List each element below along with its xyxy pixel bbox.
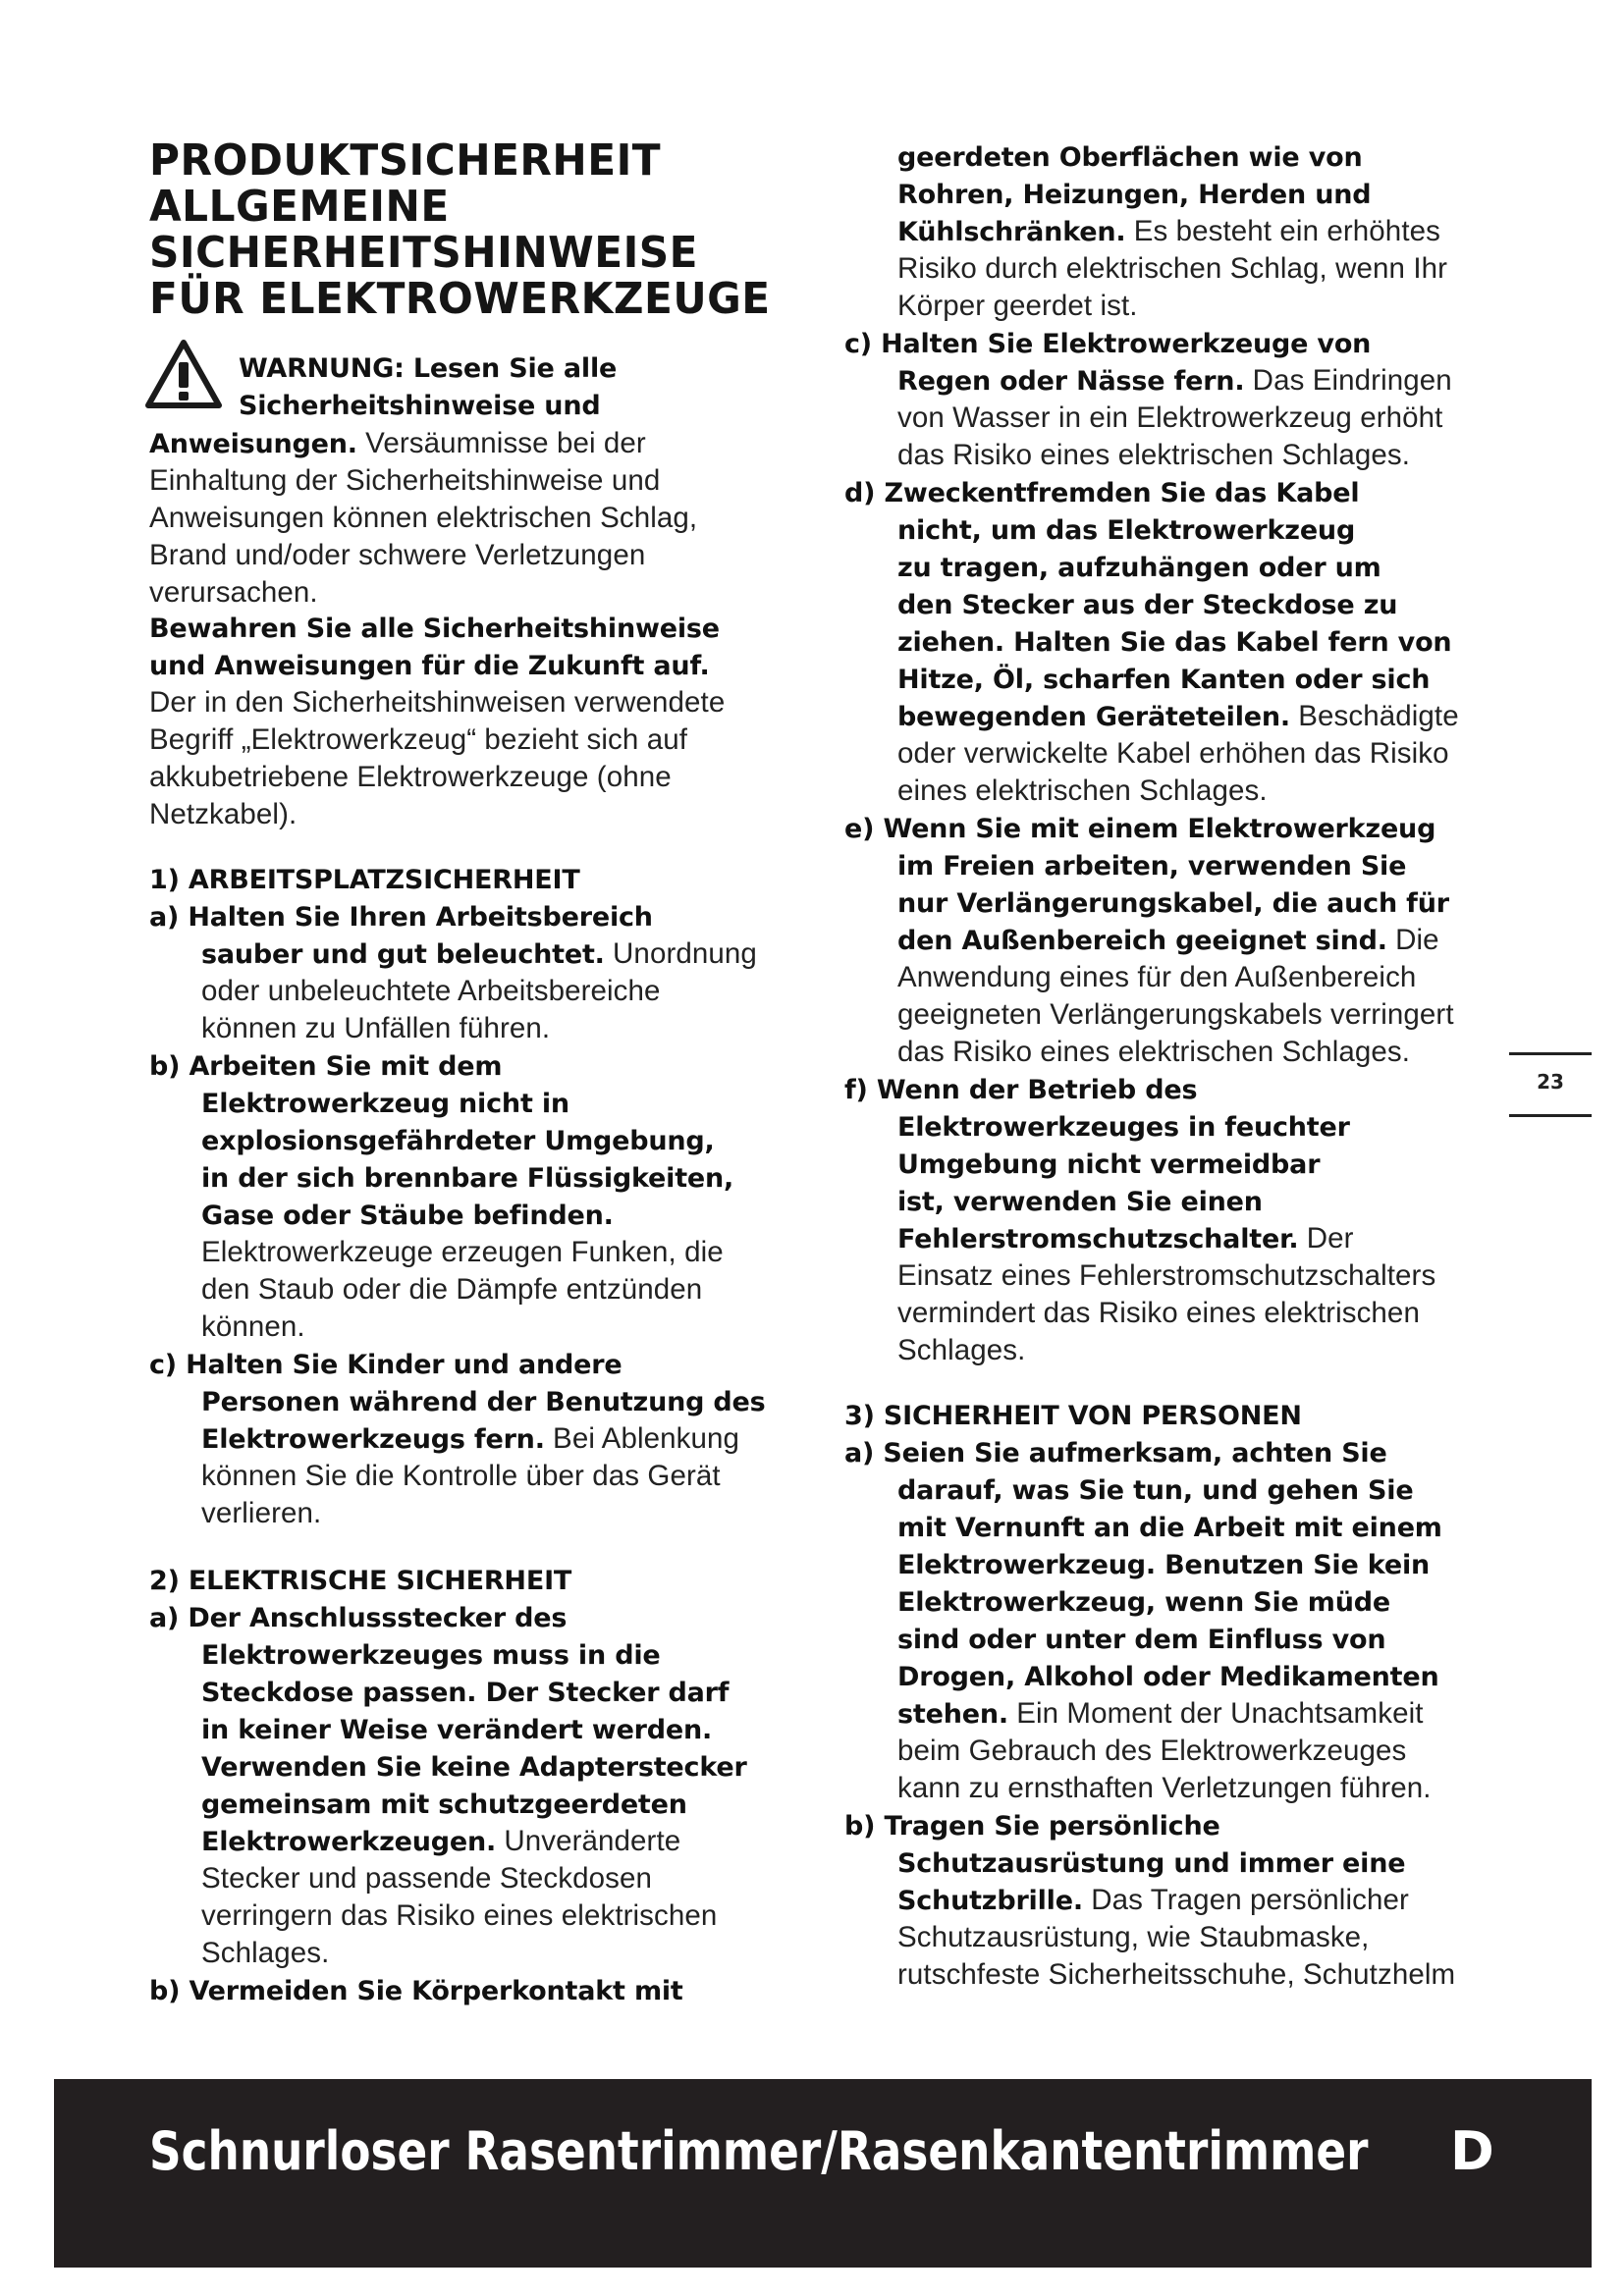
text-line	[897, 698, 1459, 736]
body-text: Unordnung	[604, 937, 757, 970]
text-line	[844, 1434, 1387, 1472]
text-line	[897, 213, 1440, 251]
bold-text: Elektrowerkzeug, wenn Sie müde	[897, 1587, 1391, 1618]
bold-text: a) Halten Sie Ihren Arbeitsbereich	[149, 902, 653, 933]
divider	[1509, 1114, 1592, 1117]
bold-text: stehen.	[897, 1699, 1008, 1730]
body-text: das Risiko eines elektrischen Schlages.	[897, 1036, 1411, 1068]
text-line	[897, 1220, 1354, 1258]
body-text: Anwendung eines für den Außenbereich	[897, 961, 1417, 993]
text-line	[149, 796, 297, 833]
bold-text: Regen oder Nässe fern.	[897, 366, 1245, 397]
text-line	[201, 1383, 766, 1421]
body-text: können zu Unfällen führen.	[201, 1012, 551, 1044]
text-line	[149, 1972, 683, 2010]
bold-text: in keiner Weise verändert werden.	[201, 1715, 713, 1745]
text-line	[897, 847, 1406, 885]
text-line	[201, 1897, 717, 1935]
bold-text: den Stecker aus der Steckdose zu	[897, 590, 1398, 620]
bold-text: 3) SICHERHEIT VON PERSONEN	[844, 1401, 1302, 1431]
bold-text: ist, verwenden Sie einen	[897, 1187, 1263, 1217]
bold-text: geerdeten Oberflächen wie von	[897, 142, 1363, 173]
text-line	[897, 1583, 1390, 1622]
text-line	[201, 1674, 729, 1712]
bold-text: sauber und gut beleuchtet.	[201, 939, 605, 970]
text-line	[897, 1034, 1410, 1071]
body-text: oder verwickelte Kabel erhöhen das Risiko	[897, 737, 1449, 770]
page-number: 23	[1537, 1070, 1564, 1094]
text-line	[149, 425, 646, 463]
body-text: eines elektrischen Schlages.	[897, 774, 1268, 807]
text-line	[897, 773, 1268, 810]
body-text: verringern das Risiko eines elektrischen	[201, 1899, 718, 1932]
text-line	[897, 1882, 1409, 1920]
text-line	[201, 973, 661, 1010]
text-line	[897, 1770, 1432, 1807]
body-text: Der in den Sicherheitshinweisen verwendete	[149, 686, 726, 719]
bold-text: a) Seien Sie aufmerksam, achten Sie	[844, 1438, 1387, 1468]
text-line	[201, 1935, 329, 1972]
bold-text: bewegenden Geräteteilen.	[897, 702, 1290, 732]
text-line	[897, 1546, 1430, 1584]
bold-text: d) Zweckentfremden Sie das Kabel	[844, 478, 1360, 508]
text-line	[897, 362, 1452, 400]
text-line	[149, 647, 710, 685]
text-line	[149, 537, 645, 574]
body-text: Anweisungen können elektrischen Schlag,	[149, 502, 698, 534]
text-line	[897, 1471, 1413, 1510]
text-line	[897, 735, 1449, 773]
text-line	[897, 400, 1442, 437]
bold-text: Bewahren Sie alle Sicherheitshinweise	[149, 614, 720, 644]
body-text: Brand und/oder schwere Verletzungen	[149, 539, 646, 571]
text-line	[897, 1183, 1263, 1221]
text-line	[897, 176, 1371, 214]
body-text: den Staub oder die Dämpfe entzünden	[201, 1273, 703, 1306]
text-line	[897, 250, 1447, 288]
title-line: SICHERHEITSHINWEISE	[149, 228, 699, 278]
bold-text: Rohren, Heizungen, Herden und	[897, 180, 1372, 210]
text-line	[201, 1636, 661, 1675]
text-line	[201, 1711, 712, 1749]
bold-text: Steckdose passen. Der Stecker darf	[201, 1678, 730, 1708]
text-line	[201, 1085, 569, 1123]
body-text: Elektrowerkzeuge erzeugen Funken, die	[201, 1236, 724, 1268]
body-text: Das Eindringen	[1244, 364, 1452, 397]
text-line	[201, 935, 757, 974]
text-line	[201, 1234, 724, 1271]
body-text: Das Tragen persönlicher	[1082, 1884, 1409, 1916]
text-line	[897, 511, 1355, 550]
bold-text: Hitze, Öl, scharfen Kanten oder sich	[897, 665, 1431, 695]
text-line	[844, 325, 1371, 363]
bold-text: c) Halten Sie Elektrowerkzeuge von	[844, 329, 1372, 359]
bold-text: sind oder unter dem Einfluss von	[897, 1625, 1386, 1655]
body-text: Schutzausrüstung, wie Staubmaske,	[897, 1921, 1370, 1953]
text-line	[149, 574, 318, 612]
bold-text: gemeinsam mit schutzgeerdeten	[201, 1789, 687, 1820]
bold-text: e) Wenn Sie mit einem Elektrowerkzeug	[844, 814, 1436, 844]
bold-text: Schutzbrille.	[897, 1886, 1083, 1916]
text-line	[897, 1146, 1320, 1184]
bold-text: c) Halten Sie Kinder und andere	[149, 1350, 623, 1380]
bold-text: Elektrowerkzeugs fern.	[201, 1424, 545, 1455]
bold-text: Personen während der Benutzung des	[201, 1387, 766, 1417]
bold-text: mit Vernunft an die Arbeit mit einem	[897, 1513, 1442, 1543]
text-line	[844, 1807, 1220, 1845]
text-line	[897, 1332, 1025, 1369]
text-line	[897, 1919, 1369, 1956]
text-line	[239, 349, 617, 388]
text-line	[201, 1458, 721, 1495]
body-text: Unveränderte	[496, 1825, 681, 1857]
text-line	[897, 549, 1381, 587]
body-text: können Sie die Kontrolle über das Gerät	[201, 1460, 721, 1492]
bold-text: in der sich brennbare Flüssigkeiten,	[201, 1163, 734, 1194]
bold-text: im Freien arbeiten, verwenden Sie	[897, 851, 1407, 881]
bold-text: f) Wenn der Betrieb des	[844, 1075, 1198, 1105]
bold-text: Fehlerstromschutzschalter.	[897, 1224, 1299, 1255]
body-text: Körper geerdet ist.	[897, 290, 1138, 322]
text-line	[844, 474, 1359, 512]
text-line	[897, 437, 1410, 474]
text-line	[897, 1108, 1350, 1147]
page-number-box	[1509, 1052, 1592, 1117]
warning-triangle-icon	[145, 339, 222, 409]
text-line	[897, 1509, 1442, 1547]
text-line	[897, 1733, 1406, 1770]
text-line	[201, 1748, 747, 1787]
text-line	[149, 721, 687, 759]
body-text: Die	[1386, 924, 1439, 956]
text-line	[239, 387, 600, 425]
body-text: oder unbeleuchtete Arbeitsbereiche	[201, 975, 661, 1007]
body-text: Schlages.	[897, 1334, 1026, 1366]
bold-text: Elektrowerkzeug. Benutzen Sie kein	[897, 1550, 1431, 1580]
text-line	[201, 1308, 305, 1346]
text-line	[201, 1197, 614, 1235]
body-text: Einsatz eines Fehlerstromschutzschalters	[897, 1259, 1436, 1292]
bold-text: a) Der Anschlussstecker des	[149, 1603, 568, 1633]
text-line	[844, 810, 1435, 848]
text-line	[897, 1295, 1420, 1332]
footer-title: Schnurloser Rasentrimmer/Rasenkantentrimmer	[149, 2120, 1369, 2182]
page-title	[149, 137, 771, 322]
text-line	[201, 1823, 680, 1861]
bold-text: Kühlschränken.	[897, 217, 1126, 247]
text-line	[897, 1658, 1439, 1696]
text-line	[201, 1495, 321, 1532]
bold-text: b) Vermeiden Sie Körperkontakt mit	[149, 1976, 683, 2006]
bold-text: 1) ARBEITSPLATZSICHERHEIT	[149, 865, 580, 895]
text-line	[149, 610, 720, 648]
text-line	[897, 1695, 1424, 1734]
text-line	[201, 1010, 550, 1047]
bold-text: Drogen, Alkohol oder Medikamenten	[897, 1662, 1439, 1692]
text-line	[897, 288, 1138, 325]
text-line	[149, 462, 660, 500]
bold-text: WARNUNG: Lesen Sie alle	[239, 353, 618, 384]
footer-bar	[54, 2079, 1592, 2268]
body-text: Einhaltung der Sicherheitshinweise und	[149, 464, 661, 497]
text-line	[897, 996, 1454, 1034]
text-line	[897, 138, 1363, 177]
bold-text: Elektrowerkzeugen.	[201, 1827, 497, 1857]
body-text: verursachen.	[149, 576, 318, 609]
body-text: geeigneten Verlängerungskabels verringert	[897, 998, 1454, 1031]
title-line: FÜR ELEKTROWERKZEUGE	[149, 274, 771, 324]
body-text: Versäumnisse bei der	[356, 427, 646, 459]
body-text: können.	[201, 1310, 305, 1343]
text-line	[149, 1599, 567, 1637]
bold-text: Verwenden Sie keine Adapterstecker	[201, 1752, 747, 1783]
bold-text: b) Arbeiten Sie mit dem	[149, 1051, 503, 1082]
body-text: Der	[1298, 1222, 1354, 1255]
body-text: rutschfeste Sicherheitsschuhe, Schutzhelm	[897, 1958, 1456, 1991]
body-text: Begriff „Elektrowerkzeug“ bezieht sich auf	[149, 723, 688, 756]
text-line	[201, 1271, 702, 1308]
text-line	[149, 759, 672, 796]
text-line	[897, 1844, 1405, 1883]
text-line	[201, 1860, 652, 1897]
text-line	[149, 684, 725, 721]
text-line	[897, 661, 1430, 699]
bold-text: ziehen. Halten Sie das Kabel fern von	[897, 627, 1452, 658]
body-text: Risiko durch elektrischen Schlag, wenn Ihr	[897, 252, 1448, 285]
body-text: Beschädigte	[1289, 700, 1459, 732]
bold-text: und Anweisungen für die Zukunft auf.	[149, 651, 710, 681]
text-line	[149, 1562, 571, 1600]
bold-text: Sicherheitshinweise und	[239, 391, 601, 421]
text-line	[897, 884, 1449, 923]
body-text: beim Gebrauch des Elektrowerkzeuges	[897, 1735, 1407, 1767]
body-text: verlieren.	[201, 1497, 322, 1529]
text-line	[201, 1159, 733, 1198]
bold-text: Elektrowerkzeug nicht in	[201, 1089, 569, 1119]
text-line	[201, 1420, 739, 1459]
bold-text: Anweisungen.	[149, 429, 357, 459]
bold-text: nur Verlängerungskabel, die auch für	[897, 888, 1449, 919]
text-line	[844, 1071, 1197, 1109]
body-text: Schlages.	[201, 1937, 330, 1969]
text-line	[897, 959, 1416, 996]
text-line	[897, 1621, 1385, 1659]
bold-text: zu tragen, aufzuhängen oder um	[897, 553, 1381, 583]
text-line	[149, 861, 580, 899]
bold-text: Umgebung nicht vermeidbar	[897, 1149, 1321, 1180]
body-text: vermindert das Risiko eines elektrischen	[897, 1297, 1420, 1329]
text-line	[897, 922, 1439, 960]
body-text: Stecker und passende Steckdosen	[201, 1862, 653, 1895]
body-text: akkubetriebene Elektrowerkzeuge (ohne	[149, 761, 672, 793]
body-text: von Wasser in ein Elektrowerkzeug erhöht	[897, 401, 1443, 434]
title-line: ALLGEMEINE	[149, 182, 450, 232]
text-line	[149, 898, 653, 936]
bold-text: 2) ELEKTRISCHE SICHERHEIT	[149, 1566, 572, 1596]
bold-text: den Außenbereich geeignet sind.	[897, 926, 1387, 956]
body-text: Es besteht ein erhöhtes	[1125, 215, 1440, 247]
text-line	[201, 1786, 687, 1824]
body-text: Bei Ablenkung	[544, 1422, 739, 1455]
bold-text: Schutzausrüstung und immer eine	[897, 1848, 1406, 1879]
bold-text: Elektrowerkzeuges muss in die	[201, 1640, 661, 1671]
bold-text: nicht, um das Elektrowerkzeug	[897, 515, 1356, 546]
divider	[1509, 1052, 1592, 1055]
bold-text: explosionsgefährdeter Umgebung,	[201, 1126, 715, 1156]
text-line	[897, 1257, 1435, 1295]
text-line	[149, 1346, 623, 1384]
text-line	[149, 1047, 502, 1086]
body-text: kann zu ernsthaften Verletzungen führen.	[897, 1772, 1432, 1804]
bold-text: Gase oder Stäube befinden.	[201, 1201, 614, 1231]
text-line	[897, 623, 1451, 662]
title-line: PRODUKTSICHERHEIT	[149, 135, 662, 186]
body-text: Netzkabel).	[149, 798, 298, 830]
bold-text: b) Tragen Sie persönliche	[844, 1811, 1220, 1842]
body-text: das Risiko eines elektrischen Schlages.	[897, 439, 1411, 471]
text-line	[844, 1397, 1302, 1435]
footer-language: D	[1450, 2120, 1494, 2182]
bold-text: Elektrowerkzeuges in feuchter	[897, 1112, 1350, 1143]
text-line	[897, 586, 1397, 624]
text-line	[897, 1956, 1455, 1994]
bold-text: darauf, was Sie tun, und gehen Sie	[897, 1475, 1414, 1506]
body-text: Ein Moment der Unachtsamkeit	[1007, 1697, 1424, 1730]
text-line	[201, 1122, 715, 1160]
text-line	[149, 500, 697, 537]
